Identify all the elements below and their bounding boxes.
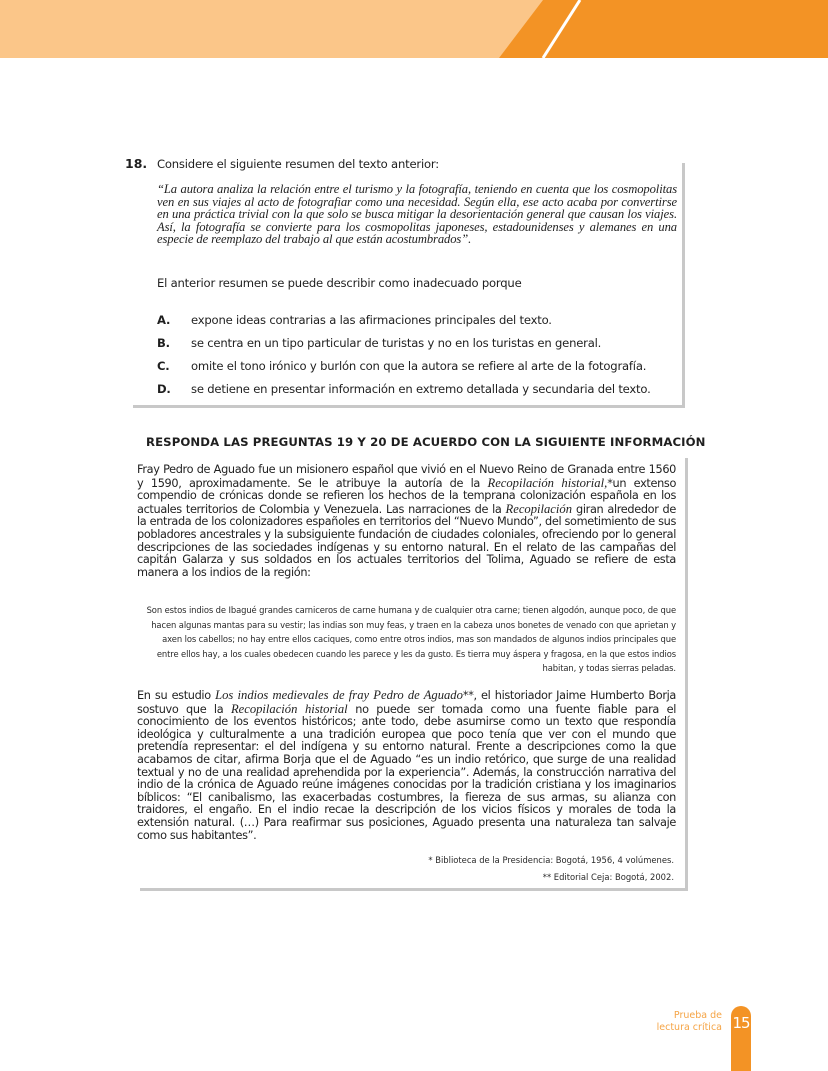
section-title: RESPONDA LAS PREGUNTAS 19 Y 20 DE ACUERDO CON LA SIGUIENTE INFORMACIÓN <box>146 435 706 449</box>
footer-label-line-2: lectura crítica <box>656 1022 722 1033</box>
question-stem: Considere el siguiente resumen del texto anterior: <box>157 157 439 171</box>
option-text: expone ideas contrarias a las afirmaciones principales del texto. <box>191 313 552 327</box>
page-number: 15 <box>731 1006 751 1071</box>
option-letter: A. <box>157 313 171 327</box>
passage-paragraph-2: En su estudio Los indios medievales de fray Pedro de Aguado**, el historiador Jaime Humberto Borja sostuvo que la Recopilación historial no puede ser tomada como una fuente fiable para el conocimiento de los eventos históricos; ante todo, debe asumirse como un texto que respondía ideológica y culturalmente a una tradición europea que poco tenía que ver con el mundo que pretendía representar: el del indígena y su entorno natural. Frente a descripciones como la que acabamos de citar, afirma Borja que el de Aguado “es un indio retórico, que surge de una realidad textual y no de una realidad aprehendida por la experiencia”. Además, la construcción narrativa del indio de la crónica de Aguado reúne imágenes conocidas por la tradición cristiana y los imaginarios bíblicos: “El canibalismo, las exacerbadas costumbres, la fiereza de sus armas, su alianza con traidores, el engaño. En el indio recae la descripción de los vicios físicos y morales de toda la extensión natural. (…) Para reafirmar sus posiciones, Aguado presenta una naturaleza tan salvaje como sus habitantes”. <box>137 688 676 842</box>
block-citation: Son estos indios de Ibagué grandes carniceros de carne humana y de cualquier otra carne; tienen algodón, aunque poco, de que hacen algunas mantas para su vestir; las indias son muy feas, y traen en la cabeza unos bonetes de venado con que aprietan y axen los cabellos; no hay entre ellos caciques, como entre otros indios, mas son mandados de algunos indios principales que entre ellos hay, a los cuales obedecen cuando les parece y les da gusto. Es tierra muy áspera y fragosa, en la que estos indios habitan, y todas sierras peladas. <box>146 605 676 673</box>
footer-label-line-1: Prueba de <box>673 1010 722 1021</box>
footer-label <box>657 1010 722 1034</box>
option-text: se detiene en presentar información en extremo detallada y secundaria del texto. <box>191 382 651 396</box>
footnote-1: * Biblioteca de la Presidencia: Bogotá, 1956, 4 volúmenes. <box>428 855 674 865</box>
summary-quote: “La autora analiza la relación entre el turismo y la fotografía, teniendo en cuenta que los cosmopolitas ven en sus viajes al acto de fotografiar como una necesidad. Según ella, ese acto acaba por convertirse en una práctica trivial con la que solo se busca mitigar la desorientación general que causan los viajes. Así, la fotografía se convierte para los cosmopolitas japoneses, estadounidenses y alemanes en una especie de reemplazo del trabajo al que están acostumbrados”. <box>157 182 677 247</box>
question-number: 18. <box>125 156 148 171</box>
option-text: omite el tono irónico y burlón con que la autora se refiere al arte de la fotografía. <box>191 359 647 373</box>
option-text: se centra en un tipo particular de turistas y no en los turistas en general. <box>191 336 602 350</box>
header-accent-shape <box>0 0 828 58</box>
option-letter: C. <box>157 359 170 373</box>
question-prompt: El anterior resumen se puede describir como inadecuado porque <box>157 276 522 290</box>
footnote-2: ** Editorial Ceja: Bogotá, 2002. <box>542 872 674 882</box>
option-letter: B. <box>157 336 170 350</box>
option-letter: D. <box>157 382 171 396</box>
passage-paragraph-1: Fray Pedro de Aguado fue un misionero español que vivió en el Nuevo Reino de Granada entre 1560 y 1590, aproximadamente. Se le atribuye la autoría de la Recopilación historial,*un extenso compendio de crónicas donde se refieren los hechos de la temprana colonización española en los actuales territorios de Colombia y Venezuela. Las narraciones de la Recopilación giran alrededor de la entrada de los colonizadores españoles en territorios del “Nuevo Mundo”, del sometimiento de sus pobladores ancestrales y la subsiguiente fundación de ciudades coloniales, ofreciendo por lo general descripciones de las sociedades indígenas y su entorno natural. En el relato de las campañas del capitán Galarza y sus soldados en los actuales territorios del Tolima, Aguado se refiere de esta manera a los indios de la región: <box>137 463 677 579</box>
